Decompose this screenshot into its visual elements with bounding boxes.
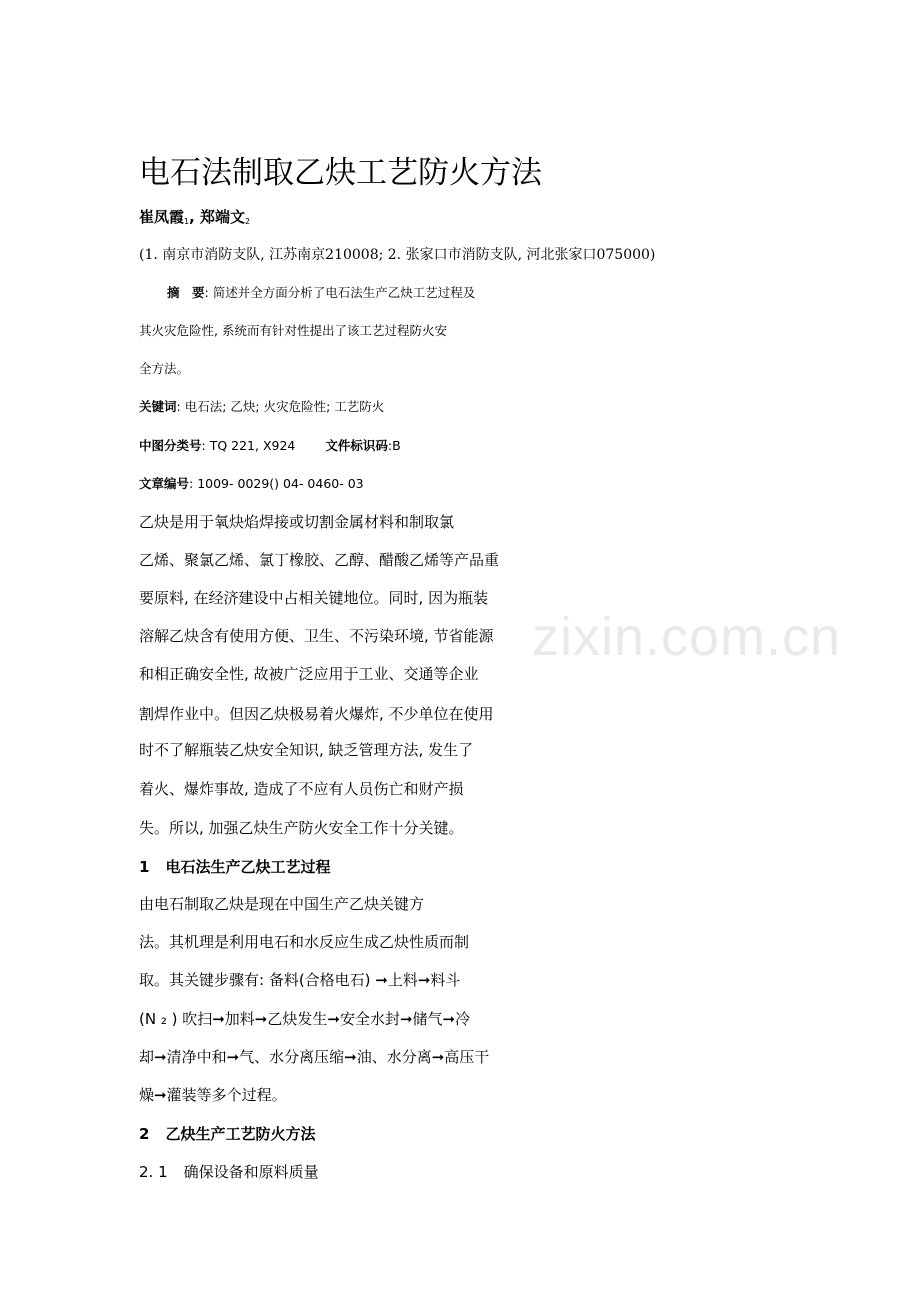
section-1-title: 电石法生产乙炔工艺过程 (165, 858, 331, 876)
section-1-heading (139, 856, 330, 878)
affiliation: (1. 南京市消防支队, 江苏南京210008; 2. 张家口市消防支队, 河北张家口075000) (139, 247, 656, 263)
abstract-line-1 (139, 284, 475, 302)
intro-line-2: 乙烯、聚氯乙烯、氯丁橡胶、乙醇、醋酸乙烯等产品重 (139, 551, 500, 569)
section-1-line-5: 却➞清净中和➞气、水分离压缩➞油、水分离➞高压干 (139, 1048, 490, 1066)
abstract-line-3: 全方法。 (139, 361, 190, 376)
intro-line-7: 时不了解瓶装乙炔安全知识, 缺乏管理方法, 发生了 (139, 741, 474, 759)
doc-code-label: 文件标识码 (325, 438, 388, 453)
author-2-affil-mark: 2 (245, 217, 251, 226)
author-2: 郑端文 (200, 208, 246, 226)
section-2-1-number: 2. 1 (139, 1163, 168, 1181)
section-1-line-6: 燥➞灌装等多个过程。 (139, 1086, 287, 1104)
intro-line-6: 割焊作业中。但因乙炔极易着火爆炸, 不少单位在使用 (139, 705, 494, 723)
intro-line-4: 溶解乙炔含有使用方便、卫生、不污染环境, 节省能源 (139, 627, 494, 645)
author-line (139, 207, 250, 232)
keywords-label: 关键词 (139, 399, 177, 414)
section-2-1-heading (139, 1161, 319, 1183)
article-number-text: : 1009- 0029() 04- 0460- 03 (189, 476, 364, 491)
abstract-line-2: 其火灾危险性, 系统而有针对性提出了该工艺过程防火安 (139, 323, 447, 338)
section-1-line-1: 由电石制取乙炔是现在中国生产乙炔关键方 (139, 895, 425, 913)
section-1-number: 1 (139, 858, 150, 876)
watermark: zixin.com.cn (532, 607, 842, 667)
section-2-1-title: 确保设备和原料质量 (183, 1163, 319, 1181)
section-1-line-3: 取。其关键步骤有: 备料(合格电石) ➞上料➞料斗 (139, 971, 461, 989)
author-1: 崔凤霞 (139, 208, 185, 226)
clc-line (139, 437, 401, 455)
abstract-text-1: : 简述并全方面分析了电石法生产乙炔工艺过程及 (204, 285, 476, 300)
abstract-label: 摘 要 (167, 285, 205, 300)
section-2-heading (139, 1123, 315, 1145)
intro-line-9: 失。所以, 加强乙炔生产防火安全工作十分关键。 (139, 819, 464, 837)
clc-label: 中图分类号 (139, 438, 202, 453)
keywords-text: : 电石法; 乙炔; 火灾危险性; 工艺防火 (176, 399, 385, 414)
section-1-line-4: (N ₂ ) 吹扫➞加料➞乙炔发生➞安全水封➞储气➞冷 (139, 1010, 471, 1028)
article-number-line (139, 475, 364, 493)
clc-text: : TQ 221, X924 (201, 438, 296, 453)
intro-line-3: 要原料, 在经济建设中占相关键地位。同时, 因为瓶装 (139, 589, 489, 607)
section-2-title: 乙炔生产工艺防火方法 (165, 1125, 316, 1143)
intro-line-5: 和相正确安全性, 故被广泛应用于工业、交通等企业 (139, 665, 479, 683)
article-number-label: 文章编号 (139, 476, 190, 491)
doc-code-text: :B (387, 438, 401, 453)
paper-title: 电石法制取乙炔工艺防火方法 (139, 155, 542, 191)
keywords-line (139, 398, 384, 416)
section-2-number: 2 (139, 1125, 150, 1143)
author-separator: , (189, 208, 201, 226)
intro-line-8: 着火、爆炸事故, 造成了不应有人员伤亡和财产损 (139, 780, 464, 798)
section-1-line-2: 法。其机理是利用电石和水反应生成乙炔性质而制 (139, 933, 470, 951)
author-1-affil-mark: 1 (184, 217, 190, 226)
intro-line-1: 乙炔是用于氧炔焰焊接或切割金属材料和制取氯 (139, 513, 455, 531)
